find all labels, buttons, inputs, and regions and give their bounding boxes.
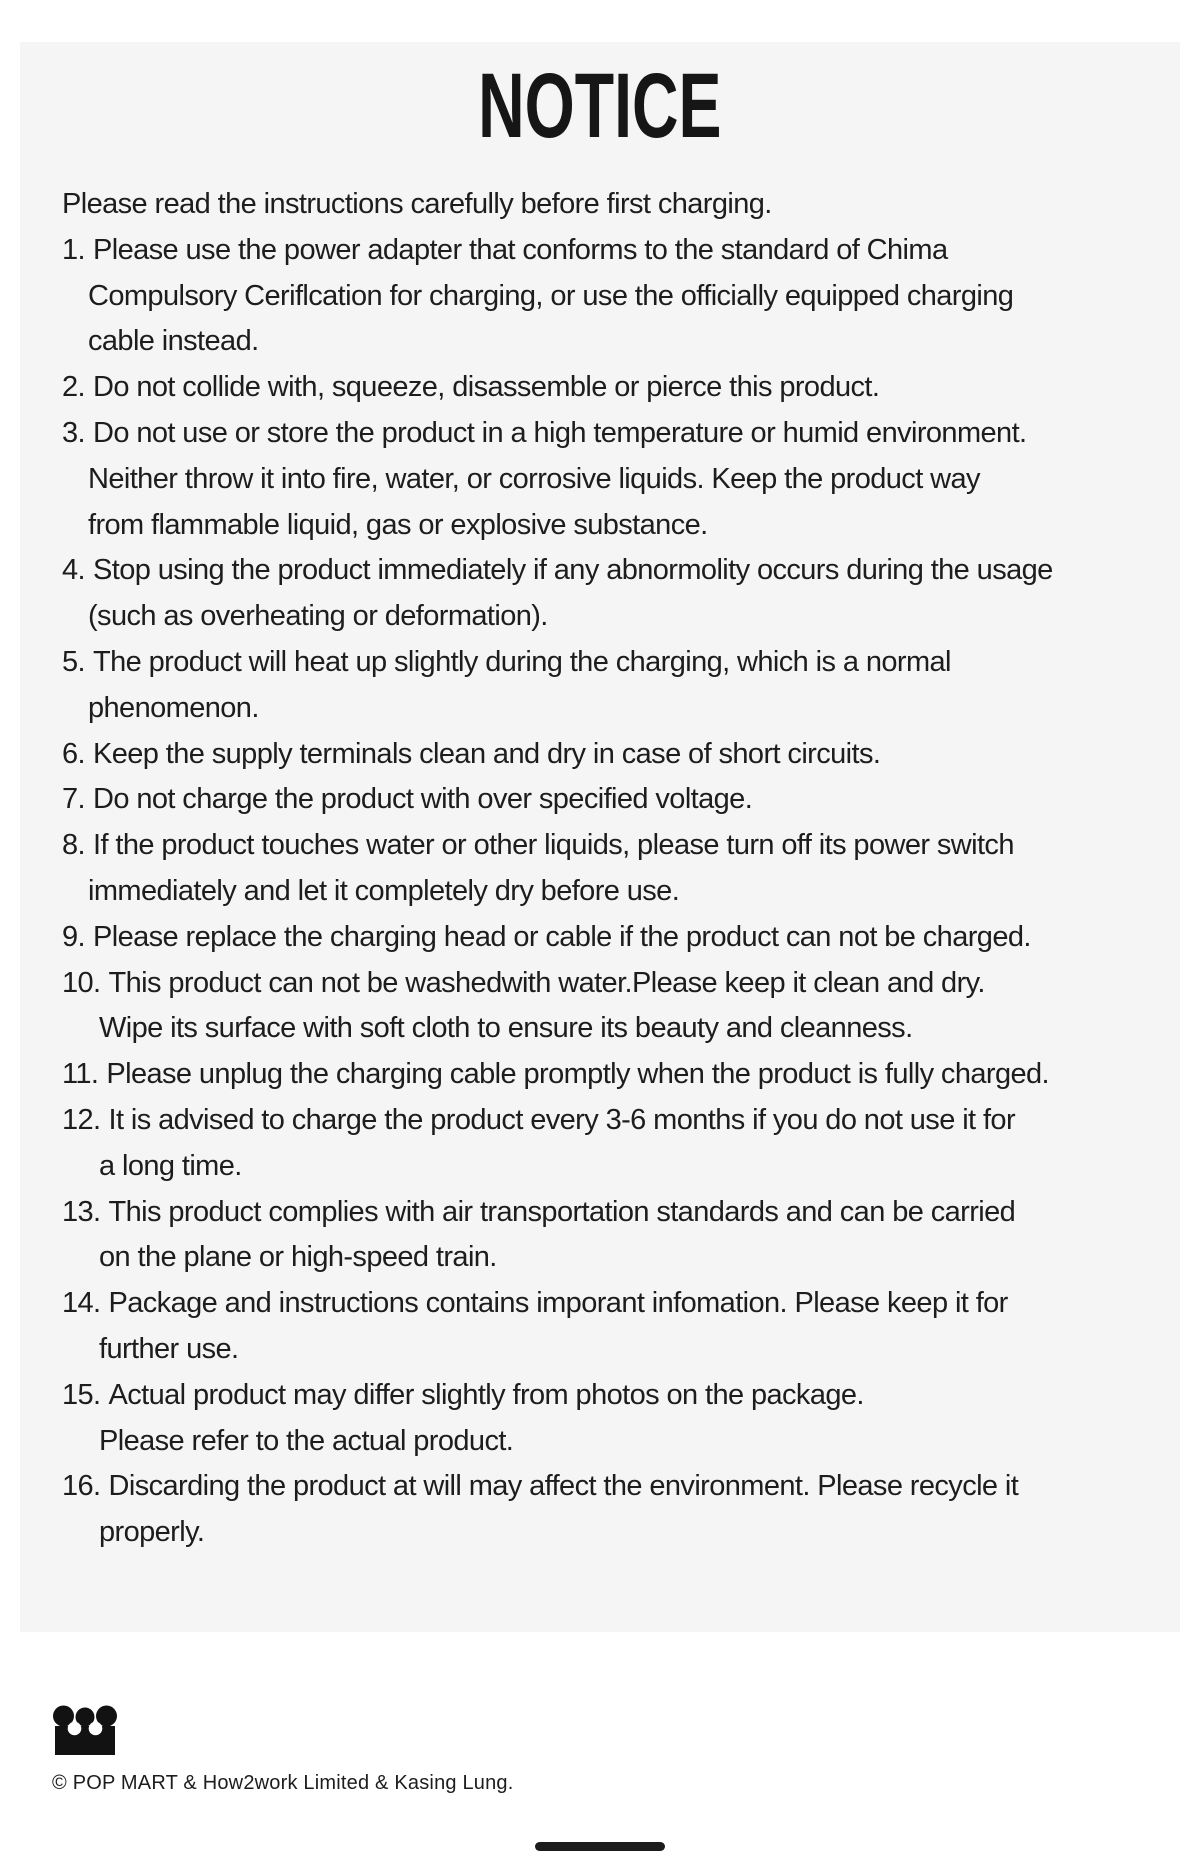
- notice-line: immediately and let it completely dry before use.: [88, 874, 680, 907]
- item-number: 1.: [62, 233, 85, 266]
- notice-line: [62, 961, 1138, 1007]
- notice-line: phenomenon.: [88, 691, 259, 724]
- notice-title-text: NOTICE: [478, 55, 722, 157]
- notice-line: a long time.: [99, 1149, 242, 1182]
- notice-line-text: If the product touches water or other liquids, please turn off its power switch: [93, 829, 1014, 862]
- notice-line: [62, 411, 1138, 457]
- popmart-crown-icon: [52, 1705, 118, 1755]
- notice-line-text: Discarding the product at will may affect the environment. Please recycle it: [108, 1470, 1019, 1503]
- notice-line: Neither throw it into fire, water, or corrosive liquids. Keep the product way: [88, 462, 980, 495]
- notice-line: [62, 1098, 1138, 1144]
- notice-line: [62, 228, 1138, 274]
- notice-line: Please refer to the actual product.: [99, 1424, 514, 1457]
- notice-line: [62, 823, 1138, 869]
- item-number: 12.: [62, 1103, 101, 1136]
- notice-line: [62, 732, 1138, 778]
- item-number: 9.: [62, 920, 85, 953]
- notice-panel: [20, 42, 1180, 1632]
- notice-line: [62, 915, 1138, 961]
- item-number: 16.: [62, 1470, 101, 1503]
- notice-line-text: It is advised to charge the product every 3-6 months if you do not use it for: [108, 1103, 1015, 1136]
- notice-line: [62, 1373, 1138, 1419]
- item-number: 7.: [62, 783, 85, 816]
- notice-title: [62, 55, 1138, 157]
- notice-line: [62, 1281, 1138, 1327]
- notice-line-text: Keep the supply terminals clean and dry in case of short circuits.: [93, 737, 881, 770]
- notice-line: from flammable liquid, gas or explosive substance.: [88, 508, 708, 541]
- item-number: 11.: [62, 1058, 99, 1091]
- notice-line: [62, 1190, 1138, 1236]
- item-number: 8.: [62, 829, 85, 862]
- notice-line: Compulsory Ceriflcation for charging, or use the officially equipped charging: [88, 279, 1014, 312]
- notice-line-text: Package and instructions contains imporant infomation. Please keep it for: [108, 1287, 1008, 1320]
- item-number: 15.: [62, 1378, 101, 1411]
- notice-line-text: This product can not be washedwith water.Please keep it clean and dry.: [108, 966, 985, 999]
- item-number: 2.: [62, 371, 85, 404]
- notice-line: properly.: [99, 1516, 205, 1549]
- item-number: 6.: [62, 737, 85, 770]
- notice-line: on the plane or high-speed train.: [99, 1241, 497, 1274]
- item-number: 4.: [62, 554, 85, 587]
- notice-line: Wipe its surface with soft cloth to ensure its beauty and cleanness.: [99, 1012, 913, 1045]
- item-number: 13.: [62, 1195, 101, 1228]
- notice-line: [62, 1464, 1138, 1510]
- intro-line: Please read the instructions carefully before first charging.: [62, 188, 772, 220]
- notice-line: (such as overheating or deformation).: [88, 600, 548, 633]
- footer: [52, 1705, 514, 1795]
- notice-line: further use.: [99, 1332, 239, 1365]
- notice-line-text: Please replace the charging head or cable if the product can not be charged.: [93, 920, 1031, 953]
- item-number: 3.: [62, 416, 85, 449]
- item-number: 14.: [62, 1287, 101, 1320]
- notice-line-text: Actual product may differ slightly from photos on the package.: [108, 1378, 864, 1411]
- notice-line: cable instead.: [88, 325, 259, 358]
- notice-line: [62, 548, 1138, 594]
- notice-line-text: Do not charge the product with over specified voltage.: [93, 783, 753, 816]
- notice-line: [62, 777, 1138, 823]
- notice-line-text: Do not collide with, squeeze, disassemble or pierce this product.: [93, 371, 880, 404]
- home-indicator-bar: [535, 1842, 665, 1851]
- notice-line-text: Do not use or store the product in a high temperature or humid environment.: [93, 416, 1027, 449]
- item-number: 5.: [62, 645, 85, 678]
- notice-line-text: Please unplug the charging cable promptly when the product is fully charged.: [106, 1058, 1049, 1091]
- item-number: 10.: [62, 966, 101, 999]
- notice-line: [62, 640, 1138, 686]
- notice-line-text: The product will heat up slightly during the charging, which is a normal: [93, 645, 951, 678]
- notice-line-text: Please use the power adapter that conforms to the standard of Chima: [93, 233, 948, 266]
- notice-line-text: This product complies with air transportation standards and can be carried: [108, 1195, 1016, 1228]
- notice-body: [62, 182, 1138, 1556]
- notice-line: [62, 365, 1138, 411]
- copyright-text: © POP MART & How2work Limited & Kasing Lung.: [52, 1772, 514, 1794]
- notice-line: [62, 1052, 1138, 1098]
- notice-line-text: Stop using the product immediately if any abnormolity occurs during the usage: [93, 554, 1053, 587]
